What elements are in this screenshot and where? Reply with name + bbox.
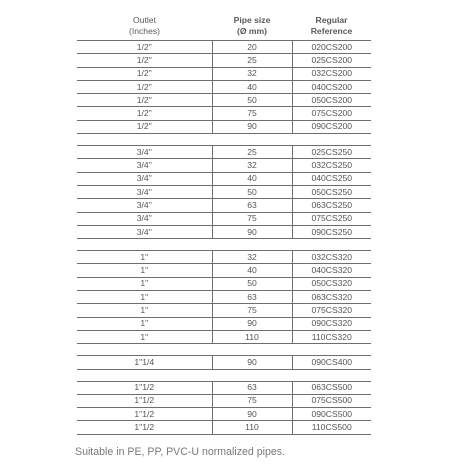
header-pipe-line1: Pipe size — [233, 15, 271, 25]
pipe-size-cell: 20 — [212, 41, 292, 54]
reference-cell: 075CS320 — [292, 304, 371, 317]
reference-cell: 032CS250 — [292, 159, 371, 172]
pipe-size-cell: 90 — [212, 225, 292, 238]
separator-cell — [77, 369, 371, 381]
header-outlet-line1: Outlet — [133, 15, 156, 25]
pipe-size-cell: 32 — [212, 159, 292, 172]
group-separator — [77, 369, 371, 381]
table-row — [77, 54, 371, 67]
separator-cell — [77, 239, 371, 251]
pipe-size-cell: 50 — [212, 94, 292, 107]
pipe-size-cell: 75 — [212, 304, 292, 317]
reference-cell: 032CS200 — [292, 67, 371, 80]
outlet-cell: 1"1/2 — [77, 421, 212, 434]
pipe-size-cell: 50 — [212, 185, 292, 198]
pipe-size-cell: 63 — [212, 381, 292, 394]
table-row — [77, 356, 371, 369]
header-outlet-line2: (Inches) — [128, 26, 161, 36]
outlet-cell: 1/2" — [77, 54, 212, 67]
pipe-size-cell: 63 — [212, 199, 292, 212]
group-separator — [77, 239, 371, 251]
reference-cell: 075CS500 — [292, 394, 371, 407]
pipe-size-cell: 110 — [212, 421, 292, 434]
pipe-size-cell: 40 — [212, 80, 292, 93]
separator-cell — [77, 344, 371, 356]
pipe-size-cell: 25 — [212, 146, 292, 159]
reference-cell: 050CS200 — [292, 94, 371, 107]
outlet-cell: 1/2" — [77, 67, 212, 80]
table-row — [77, 41, 371, 54]
table-row — [77, 408, 371, 421]
table-row — [77, 381, 371, 394]
table-row — [77, 225, 371, 238]
outlet-cell: 1" — [77, 291, 212, 304]
reference-cell: 063CS320 — [292, 291, 371, 304]
table-row — [77, 94, 371, 107]
table-row — [77, 107, 371, 120]
outlet-cell: 1" — [77, 251, 212, 264]
outlet-cell: 3/4" — [77, 146, 212, 159]
reference-cell: 075CS250 — [292, 212, 371, 225]
separator-cell — [77, 134, 371, 146]
spec-table-body — [77, 41, 371, 435]
table-row — [77, 291, 371, 304]
pipe-size-cell: 63 — [212, 291, 292, 304]
reference-cell: 050CS320 — [292, 277, 371, 290]
header-pipe-line2: (Ø mm) — [236, 26, 268, 36]
pipe-size-cell: 32 — [212, 251, 292, 264]
table-row — [77, 304, 371, 317]
pipe-size-cell: 50 — [212, 277, 292, 290]
table-row — [77, 421, 371, 434]
group-separator — [77, 344, 371, 356]
outlet-cell: 1" — [77, 304, 212, 317]
header-pipe-size — [212, 15, 292, 37]
table-row — [77, 199, 371, 212]
reference-cell: 090CS500 — [292, 408, 371, 421]
outlet-cell: 1/2" — [77, 120, 212, 133]
reference-cell: 090CS200 — [292, 120, 371, 133]
outlet-cell: 1/2" — [77, 41, 212, 54]
outlet-cell: 3/4" — [77, 185, 212, 198]
reference-cell: 040CS250 — [292, 172, 371, 185]
outlet-cell: 3/4" — [77, 225, 212, 238]
reference-cell: 075CS200 — [292, 107, 371, 120]
outlet-cell: 1" — [77, 264, 212, 277]
outlet-cell: 3/4" — [77, 159, 212, 172]
spec-table — [77, 40, 371, 435]
outlet-cell: 1"1/2 — [77, 381, 212, 394]
reference-cell: 040CS200 — [292, 80, 371, 93]
pipe-size-cell: 110 — [212, 330, 292, 343]
pipe-size-cell: 25 — [212, 54, 292, 67]
compatibility-note: Suitable in PE, PP, PVC-U normalized pipes. — [75, 446, 286, 458]
outlet-cell: 1"1/2 — [77, 408, 212, 421]
table-row — [77, 159, 371, 172]
pipe-size-cell: 90 — [212, 408, 292, 421]
table-row — [77, 330, 371, 343]
table-row — [77, 120, 371, 133]
reference-cell: 063CS250 — [292, 199, 371, 212]
pipe-size-cell: 75 — [212, 394, 292, 407]
table-row — [77, 251, 371, 264]
outlet-cell: 1" — [77, 277, 212, 290]
header-reference — [292, 15, 371, 37]
reference-cell: 040CS320 — [292, 264, 371, 277]
outlet-cell: 1" — [77, 330, 212, 343]
table-row — [77, 67, 371, 80]
table-row — [77, 172, 371, 185]
header-ref-line1: Regular — [315, 15, 348, 25]
header-ref-line2: Reference — [310, 26, 353, 36]
outlet-cell: 3/4" — [77, 172, 212, 185]
reference-cell: 025CS250 — [292, 146, 371, 159]
pipe-size-cell: 75 — [212, 107, 292, 120]
table-row — [77, 394, 371, 407]
pipe-size-cell: 40 — [212, 172, 292, 185]
reference-cell: 020CS200 — [292, 41, 371, 54]
reference-cell: 110CS500 — [292, 421, 371, 434]
table-header — [77, 15, 371, 39]
pipe-size-cell: 90 — [212, 356, 292, 369]
table-row — [77, 80, 371, 93]
pipe-size-cell: 90 — [212, 317, 292, 330]
outlet-cell: 1" — [77, 317, 212, 330]
pipe-size-cell: 75 — [212, 212, 292, 225]
group-separator — [77, 134, 371, 146]
table-row — [77, 212, 371, 225]
reference-cell: 032CS320 — [292, 251, 371, 264]
outlet-cell: 1/2" — [77, 94, 212, 107]
header-outlet — [77, 15, 212, 37]
reference-cell: 090CS400 — [292, 356, 371, 369]
reference-cell: 090CS320 — [292, 317, 371, 330]
reference-cell: 110CS320 — [292, 330, 371, 343]
table-row — [77, 277, 371, 290]
table-row — [77, 185, 371, 198]
table-row — [77, 146, 371, 159]
table-row — [77, 264, 371, 277]
pipe-size-cell: 32 — [212, 67, 292, 80]
outlet-cell: 3/4" — [77, 199, 212, 212]
outlet-cell: 1"1/4 — [77, 356, 212, 369]
outlet-cell: 1"1/2 — [77, 394, 212, 407]
outlet-cell: 1/2" — [77, 80, 212, 93]
reference-cell: 090CS250 — [292, 225, 371, 238]
reference-cell: 063CS500 — [292, 381, 371, 394]
pipe-size-cell: 90 — [212, 120, 292, 133]
outlet-cell: 1/2" — [77, 107, 212, 120]
pipe-size-cell: 40 — [212, 264, 292, 277]
table-row — [77, 317, 371, 330]
outlet-cell: 3/4" — [77, 212, 212, 225]
reference-cell: 050CS250 — [292, 185, 371, 198]
reference-cell: 025CS200 — [292, 54, 371, 67]
